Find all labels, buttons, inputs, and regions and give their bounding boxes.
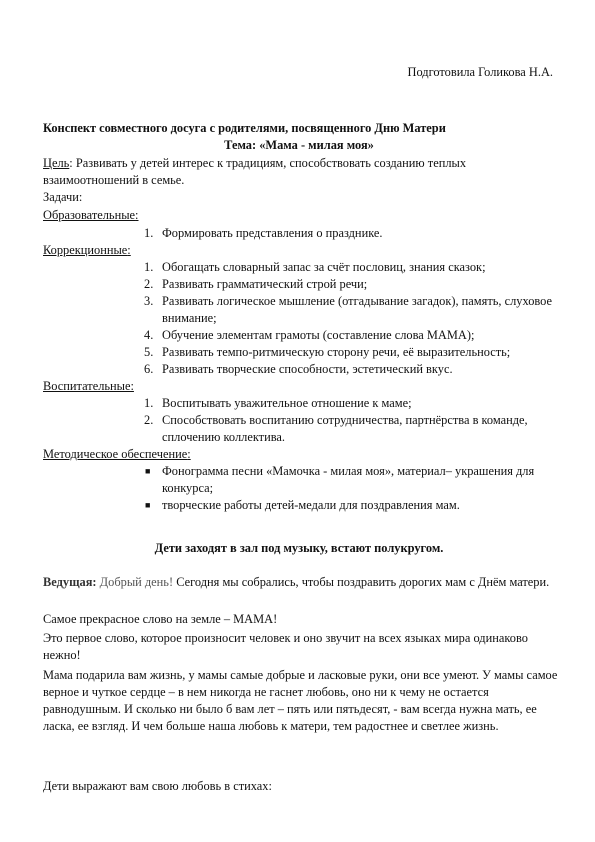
list-item: ■ творческие работы детей-медали для поздравления мам. [145,498,460,512]
list-item: 5. Развивать темпо-ритмическую сторону речи, её выразительность; [144,345,511,359]
stage-direction: Дети заходят в зал под музыку, встают полукругом. [154,541,444,555]
paragraph: Дети выражают вам свою любовь в стихах: [43,779,272,793]
list-item: 1. Воспитывать уважительное отношение к маме; [144,396,412,410]
section-educational-label: Образовательные: [43,208,139,222]
paragraph: Мама подарила вам жизнь, у мамы самые добрые и ласковые руки, они все умеют. У мамы самое верное и чуткое сердце – в нем никогда не гаснет любовь, оно ни к чему не остается равнодушным. И сколько ни было б вам лет – пять или пятьдесят, - вам всегда нужна мать, ее ласка, ее взгляд. И чем больше наша любовь к матери, тем радостнее и светлее жизнь. [43,668,558,733]
list-item: 6. Развивать творческие способности, эстетический вкус. [144,362,453,376]
section-correctional-label: Коррекционные: [43,243,131,257]
host-greeting: Добрый день! [99,575,174,589]
list-item: ■ Фонограмма песни «Мамочка - милая моя», материал– украшения для конкурса; [145,464,535,495]
list-item: 2. Развивать грамматический строй речи; [144,277,368,291]
list-item: 4. Обучение элементам грамоты (составление слова МАМА); [144,328,475,342]
paragraph: Самое прекрасное слово на земле – МАМА! [43,612,278,626]
host-paragraph [43,574,558,591]
list-item: 2. Способствовать воспитанию сотрудничества, партнёрства в команде, сплочению коллектива. [144,413,528,444]
correctional-list [144,259,562,378]
author-line: Подготовила Голикова Н.А. [407,65,553,79]
document-title: Конспект совместного досуга с родителями, посвященного Дню Матери [43,121,446,135]
goal-paragraph [43,155,558,189]
paragraph: Это первое слово, которое произносит человек и оно звучит на всех языках мира одинаково нежно! [43,631,528,662]
tasks-label: Задачи: [43,190,83,204]
list-item: 1. Формировать представления о празднике. [144,226,383,240]
host-label: Ведущая: [43,575,97,589]
document-theme: Тема: «Мама - милая моя» [224,138,374,152]
goal-text: : Развивать у детей интерес к традициям, способствовать созданию теплых взаимоотношений в семье. [43,156,467,187]
upbringing-list [144,395,562,446]
bullet-square-icon: ■ [145,500,151,510]
host-line: Сегодня мы собрались, чтобы поздравить дорогих мам с Днём матери. [176,575,550,589]
goal-label: Цель [43,156,70,170]
list-item: 1. Обогащать словарный запас за счёт пословиц, знания сказок; [144,260,486,274]
list-item: 3. Развивать логическое мышление (отгадывание загадок), память, слуховое внимание; [144,294,552,325]
bullet-square-icon: ■ [145,466,151,476]
section-upbringing-label: Воспитательные: [43,379,134,393]
methodical-list [145,463,562,514]
section-methodical-label: Методическое обеспечение: [43,447,191,461]
educational-list [144,225,562,242]
